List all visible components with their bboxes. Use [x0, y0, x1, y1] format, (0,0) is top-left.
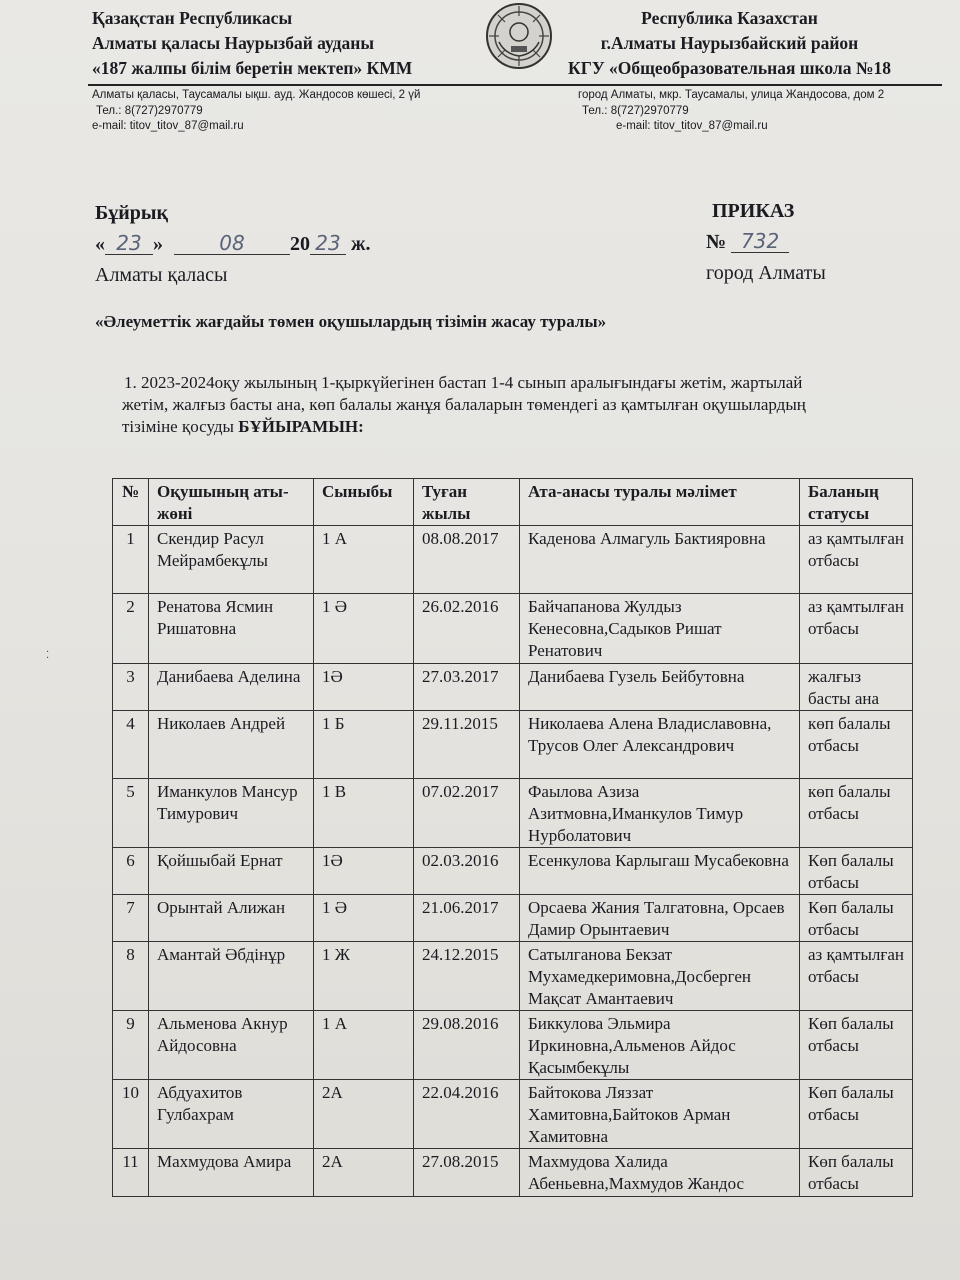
table-row	[113, 526, 913, 594]
cell-number: 8	[113, 942, 149, 1011]
cell-student-name: Скендир Расул Мейрамбекұлы	[149, 526, 314, 594]
header-ru-line2: г.Алматы Наурызбайский район	[600, 33, 859, 53]
cell-parents: Орсаева Жания Талгатовна, Орсаев Дамир Орынтаевич	[520, 895, 800, 942]
date-close-quote: »	[153, 233, 163, 255]
header-kz-line3: «187 жалпы білім беретін мектеп» КММ	[92, 58, 413, 78]
contacts-ru	[578, 88, 884, 135]
cell-class: 1Ә	[314, 848, 414, 895]
col-header-number: №	[113, 479, 149, 526]
header-ru-line1: Республика Казахстан	[641, 8, 818, 28]
cell-class: 1 В	[314, 779, 414, 848]
table-row	[113, 1011, 913, 1080]
cell-parents: Байчапанова Жулдыз Кенесовна,Садыков Ришат Ренатович	[520, 594, 800, 664]
contacts-kz-email: e-mail: titov_titov_87@mail.ru	[92, 120, 244, 132]
date-day: 23	[105, 232, 153, 255]
table-row	[113, 779, 913, 848]
table-row	[113, 1149, 913, 1197]
cell-birth-date: 07.02.2017	[414, 779, 520, 848]
date-open-quote: «	[95, 233, 105, 255]
col-header-dob: Туған жылы	[414, 479, 520, 526]
cell-student-name: Иманкулов Мансур Тимурович	[149, 779, 314, 848]
order-subject: «Әлеуметтік жағдайы төмен оқушылардың тізімін жасау туралы»	[95, 312, 607, 331]
cell-parents: Есенкулова Карлыгаш Мусабековна	[520, 848, 800, 895]
table-row	[113, 895, 913, 942]
col-header-status: Баланың статусы	[800, 479, 913, 526]
margin-mark: ⁚	[46, 650, 50, 661]
cell-status: аз қамтылған отбасы	[800, 942, 913, 1011]
order-kz-title: Бұйрық	[95, 202, 169, 224]
cell-status: Көп балалы отбасы	[800, 895, 913, 942]
cell-birth-date: 24.12.2015	[414, 942, 520, 1011]
cell-birth-date: 02.03.2016	[414, 848, 520, 895]
cell-student-name: Ренатова Ясмин Ришатовна	[149, 594, 314, 664]
cell-status: Көп балалы отбасы	[800, 1011, 913, 1080]
year-prefix: 20	[290, 233, 310, 255]
cell-birth-date: 08.08.2017	[414, 526, 520, 594]
cell-class: 2А	[314, 1080, 414, 1149]
cell-status: аз қамтылған отбасы	[800, 526, 913, 594]
cell-parents: Сатылганова Бекзат Мухамедкеримовна,Досберген Мақсат Амантаевич	[520, 942, 800, 1011]
year-unit: ж.	[351, 233, 371, 255]
cell-birth-date: 26.02.2016	[414, 594, 520, 664]
cell-status: көп балалы отбасы	[800, 711, 913, 779]
students-table	[112, 478, 913, 1197]
cell-number: 6	[113, 848, 149, 895]
table-row	[113, 942, 913, 1011]
table-row	[113, 848, 913, 895]
cell-class: 1 Ә	[314, 594, 414, 664]
cell-number: 11	[113, 1149, 149, 1197]
cell-class: 1 Б	[314, 711, 414, 779]
contacts-ru-email: e-mail: titov_titov_87@mail.ru	[616, 120, 768, 132]
cell-status: аз қамтылған отбасы	[800, 594, 913, 664]
cell-birth-date: 29.08.2016	[414, 1011, 520, 1080]
order-paragraph	[124, 372, 934, 438]
cell-status: Көп балалы отбасы	[800, 1080, 913, 1149]
cell-student-name: Альменова Акнур Айдосовна	[149, 1011, 314, 1080]
contacts-ru-phone: Тел.: 8(727)2970779	[582, 104, 689, 117]
cell-birth-date: 21.06.2017	[414, 895, 520, 942]
order-kz-block	[95, 198, 371, 291]
cell-parents: Биккулова Эльмира Иркиновна,Альменов Айдос Қасымбекұлы	[520, 1011, 800, 1080]
cell-number: 3	[113, 664, 149, 711]
cell-number: 2	[113, 594, 149, 664]
col-header-parents: Ата-анасы туралы мәлімет	[520, 479, 800, 526]
contacts-ru-address: город Алматы, мкр. Таусамалы, улица Жандосова, дом 2	[578, 89, 885, 101]
paragraph-line3-text: тізіміне қосуды	[122, 417, 239, 436]
cell-birth-date: 27.03.2017	[414, 664, 520, 711]
table-row	[113, 711, 913, 779]
header-kz	[92, 6, 412, 81]
header-divider	[88, 84, 942, 86]
cell-parents: Каденова Алмагуль Бактияровна	[520, 526, 800, 594]
cell-number: 7	[113, 895, 149, 942]
order-number-prefix: №	[706, 231, 727, 253]
contacts-kz-address: Алматы қаласы, Таусамалы ықш. ауд. Жандосов көшесі, 2 үй	[92, 89, 421, 101]
cell-student-name: Амантай Әбдінұр	[149, 942, 314, 1011]
cell-student-name: Николаев Андрей	[149, 711, 314, 779]
order-ru-block	[706, 196, 826, 289]
cell-class: 1 Ж	[314, 942, 414, 1011]
cell-birth-date: 27.08.2015	[414, 1149, 520, 1197]
contacts-kz-phone: Тел.: 8(727)2970779	[96, 104, 203, 117]
cell-class: 1 А	[314, 526, 414, 594]
cell-birth-date: 29.11.2015	[414, 711, 520, 779]
cell-status: Көп балалы отбасы	[800, 1149, 913, 1197]
table-row	[113, 594, 913, 664]
cell-status: Көп балалы отбасы	[800, 848, 913, 895]
header-kz-line2: Алматы қаласы Наурызбай ауданы	[92, 33, 375, 53]
order-ru-city: город Алматы	[706, 262, 826, 284]
cell-birth-date: 22.04.2016	[414, 1080, 520, 1149]
cell-status: көп балалы отбасы	[800, 779, 913, 848]
paragraph-line2: жетім, жалғыз басты ана, көп балалы жанұя балаларын төмендегі аз қамтылған оқушылардың	[122, 395, 806, 414]
order-number: 732	[731, 230, 789, 253]
cell-number: 1	[113, 526, 149, 594]
order-ru-title: ПРИКАЗ	[712, 200, 795, 222]
header-ru-line3: КГУ «Общеобразовательная школа №18	[568, 58, 891, 78]
date-month: 08	[174, 232, 290, 255]
col-header-class: Сыныбы	[314, 479, 414, 526]
cell-student-name: Орынтай Алижан	[149, 895, 314, 942]
cell-number: 10	[113, 1080, 149, 1149]
cell-parents: Махмудова Халида Абеньевна,Махмудов Жандос	[520, 1149, 800, 1197]
cell-class: 1 А	[314, 1011, 414, 1080]
cell-parents: Николаева Алена Владиславовна, Трусов Олег Александрович	[520, 711, 800, 779]
order-number-line	[706, 227, 826, 258]
table-row	[113, 1080, 913, 1149]
cell-parents: Байтокова Ляззат Хамитовна,Байтоков Арман Хамитовна	[520, 1080, 800, 1149]
header-ru	[568, 6, 891, 81]
cell-number: 5	[113, 779, 149, 848]
order-kz-city: Алматы қаласы	[95, 264, 228, 286]
cell-parents: Данибаева Гузель Бейбутовна	[520, 664, 800, 711]
cell-status: жалғыз басты ана	[800, 664, 913, 711]
cell-parents: Фаылова Азиза Азитмовна,Иманкулов Тимур Нурболатович	[520, 779, 800, 848]
cell-student-name: Қойшыбай Ернат	[149, 848, 314, 895]
paragraph-order-word: БҰЙЫРАМЫН:	[238, 417, 364, 436]
cell-class: 1 Ә	[314, 895, 414, 942]
table-row	[113, 664, 913, 711]
paragraph-line1: 1. 2023-2024оқу жылының 1-қыркүйегінен бастап 1-4 сынып аралығындағы жетім, жартылай	[124, 373, 803, 392]
students-table-body	[113, 526, 913, 1197]
cell-student-name: Данибаева Аделина	[149, 664, 314, 711]
cell-number: 4	[113, 711, 149, 779]
paragraph-line3	[122, 416, 934, 438]
cell-student-name: Махмудова Амира	[149, 1149, 314, 1197]
cell-class: 2А	[314, 1149, 414, 1197]
table-header-row	[113, 479, 913, 526]
cell-class: 1Ә	[314, 664, 414, 711]
header-kz-line1: Қазақстан Республикасы	[92, 8, 293, 28]
year-suffix: 23	[310, 232, 346, 255]
cell-student-name: Абдуахитов Гулбахрам	[149, 1080, 314, 1149]
col-header-name: Оқушының аты-жөні	[149, 479, 314, 526]
contacts-kz	[92, 88, 420, 135]
order-date	[95, 229, 371, 260]
cell-number: 9	[113, 1011, 149, 1080]
state-emblem-icon	[485, 2, 553, 70]
